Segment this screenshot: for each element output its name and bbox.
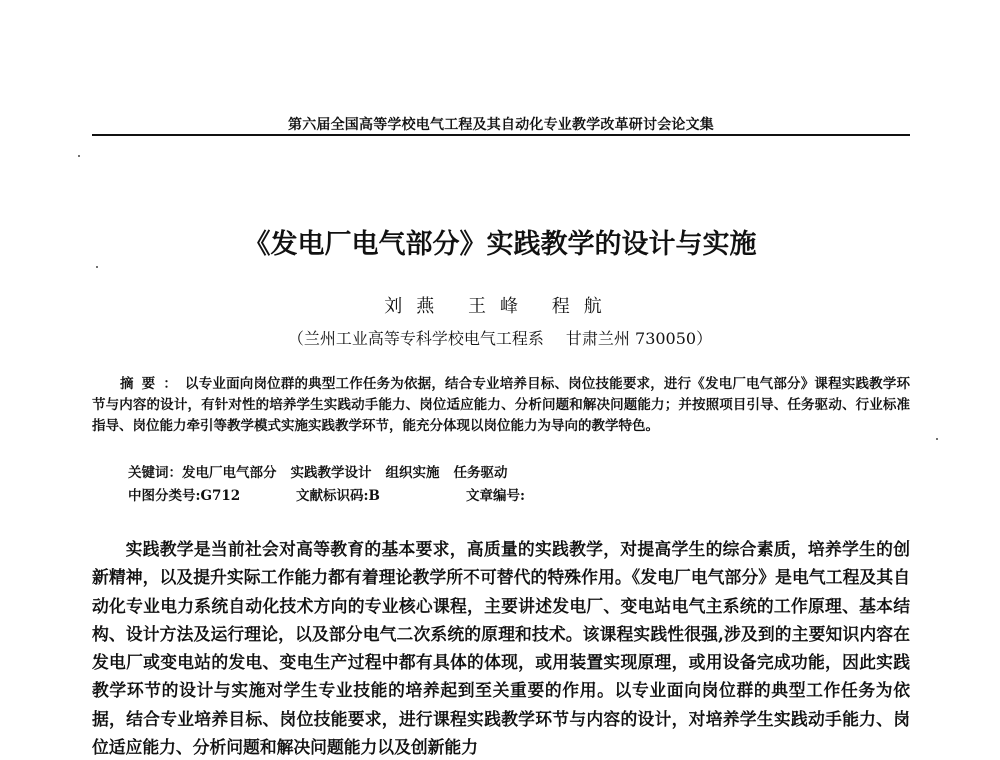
document-code: 文献标识码:B bbox=[296, 488, 380, 504]
keywords bbox=[128, 461, 522, 481]
affiliation bbox=[0, 326, 1000, 349]
abstract bbox=[92, 374, 910, 437]
header-rule bbox=[92, 134, 910, 136]
authors: 刘燕 王峰 程航 bbox=[384, 296, 616, 317]
running-head: 第六届全国高等学校电气工程及其自动化专业教学改革研讨会论文集 bbox=[288, 117, 714, 133]
abstract-text: 以专业面向岗位群的典型工作任务为依据，结合专业培养目标、岗位技能要求，进行《发电厂电气部分》课程实践教学环节与内容的设计，有针对性的培养学生实践动手能力、岗位适应能力、分析问题和解决问题能力；并按照项目引导、任务驱动、行业标准指导、岗位能力牵引等教学模式实施实践教学环节，能充分体现以岗位能力为导向的教学特色。 bbox=[92, 376, 910, 434]
keyword: 发电厂电气部分 bbox=[182, 465, 277, 481]
keywords-label: 关键词： bbox=[128, 465, 182, 481]
classification-line bbox=[128, 484, 525, 504]
affiliation-department: （兰州工业高等专科学校电气工程系 bbox=[287, 329, 544, 348]
paper-title: 《发电厂电气部分》实践教学的设计与实施 bbox=[243, 229, 757, 260]
affiliation-location: 甘肃兰州 730050） bbox=[565, 329, 713, 348]
body-paragraph: 实践教学是当前社会对高等教育的基本要求，高质量的实践教学，对提高学生的综合素质，培养学生的创新精神，以及提升实际工作能力都有着理论教学所不可替代的特殊作用。《发电厂电气部分》是电气工程及其自动化专业电力系统自动化技术方向的专业核心课程，主要讲述发电厂、变电站电气主系统的工作原理、基本结构、设计方法及运行理论，以及部分电气二次系统的原理和技术。该课程实践性很强,涉及到的主要知识内容在发电厂或变电站的发电、变电生产过程中都有具体的体现，或用装置实现原理，或用设备完成功能，因此实践教学环节的设计与实施对学生专业技能的培养起到至关重要的作用。以专业面向岗位群的典型工作任务为依据，结合专业培养目标、岗位技能要求，进行课程实践教学环节与内容的设计，对培养学生实践动手能力、岗位适应能力、分析问题和解决问题能力以及创新能力 bbox=[92, 539, 910, 758]
article-number: 文章编号: bbox=[466, 488, 525, 504]
clc-number: 中图分类号:G712 bbox=[128, 488, 241, 504]
scan-speck bbox=[78, 155, 80, 157]
scan-speck bbox=[936, 438, 938, 440]
keyword: 实践教学设计 bbox=[290, 465, 372, 481]
keyword: 组织实施 bbox=[385, 465, 440, 481]
keyword: 任务驱动 bbox=[453, 465, 508, 481]
scan-speck bbox=[96, 266, 98, 268]
abstract-label: 摘要： bbox=[120, 376, 186, 392]
